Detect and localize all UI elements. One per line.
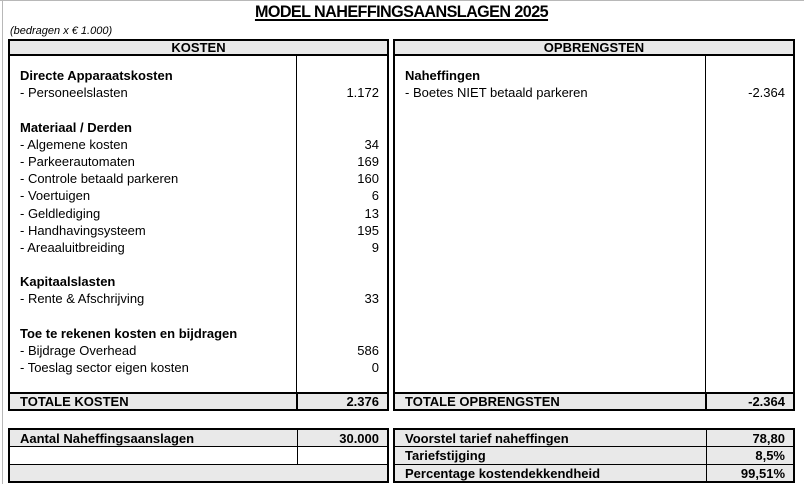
cost-value bbox=[296, 325, 387, 342]
cost-item-label: - Personeelslasten bbox=[20, 85, 128, 101]
cost-value: 586 bbox=[357, 343, 379, 358]
cost-value bbox=[296, 273, 387, 290]
revenue-section-label: Naheffingen bbox=[405, 68, 481, 83]
amounts-unit-note: (bedragen x € 1.000) bbox=[10, 25, 113, 37]
table-row bbox=[10, 290, 387, 307]
cost-item-label: - Parkeerautomaten bbox=[20, 153, 135, 169]
voorstel-tarief-row bbox=[393, 428, 795, 447]
cost-value: 9 bbox=[371, 239, 379, 255]
table-row bbox=[10, 256, 387, 273]
totale-kosten-value: 2.376 bbox=[297, 394, 387, 409]
cost-item-label: - Controle betaald parkeren bbox=[20, 171, 179, 187]
totale-kosten-label: TOTALE KOSTEN bbox=[20, 394, 129, 409]
kostendekkendheid-row bbox=[393, 465, 795, 483]
opbrengsten-panel bbox=[393, 56, 795, 392]
cost-section-label: Directe Apparaatskosten bbox=[20, 68, 173, 83]
aantal-naheffingsaanslagen-row bbox=[8, 428, 389, 447]
cost-item-label: - Rente & Afschrijving bbox=[20, 291, 145, 307]
table-row bbox=[10, 67, 387, 84]
tariefstijging-label: Tariefstijging bbox=[405, 448, 486, 463]
table-row bbox=[395, 67, 793, 84]
cost-value bbox=[296, 101, 387, 118]
cost-value bbox=[296, 119, 387, 136]
table-row bbox=[10, 273, 387, 290]
cost-item-label bbox=[10, 256, 296, 273]
voorstel-tarief-label: Voorstel tarief naheffingen bbox=[405, 430, 569, 446]
table-row bbox=[10, 187, 387, 204]
cost-section-label: Materiaal / Derden bbox=[20, 119, 132, 135]
table-row bbox=[10, 222, 387, 239]
cost-value: 195 bbox=[357, 222, 379, 238]
cost-item-label: - Algemene kosten bbox=[20, 136, 128, 152]
opbrengsten-value-column-divider bbox=[705, 56, 706, 411]
revenue-value: -2.364 bbox=[748, 85, 785, 101]
cost-item-label: - Voertuigen bbox=[20, 188, 91, 204]
tariefstijging-row bbox=[393, 447, 795, 465]
window-edge-top bbox=[0, 0, 804, 1]
kosten-value-column-divider bbox=[296, 56, 297, 411]
table-row bbox=[10, 84, 387, 101]
cost-item-label bbox=[10, 101, 296, 118]
cost-value: 6 bbox=[371, 188, 379, 204]
totale-opbrengsten-label: TOTALE OPBRENGSTEN bbox=[405, 394, 560, 409]
table-row bbox=[395, 84, 793, 101]
tariefstijging-value: 8,5% bbox=[706, 447, 793, 464]
empty-value bbox=[297, 447, 387, 464]
cost-item-label: - Areaaluitbreiding bbox=[20, 239, 125, 255]
cost-value: 169 bbox=[357, 153, 379, 169]
revenue-value bbox=[705, 67, 793, 84]
table-row bbox=[10, 359, 387, 376]
empty-summary-band bbox=[8, 465, 389, 483]
cost-item-label: - Geldlediging bbox=[20, 205, 101, 221]
table-row bbox=[10, 308, 387, 325]
kostendekkendheid-value: 99,51% bbox=[706, 465, 793, 481]
kostendekkendheid-label: Percentage kostendekkendheid bbox=[405, 465, 601, 481]
kosten-column-header: KOSTEN bbox=[8, 39, 389, 56]
aantal-value: 30.000 bbox=[297, 430, 387, 446]
cost-value: 34 bbox=[364, 136, 379, 152]
cost-value bbox=[296, 308, 387, 325]
totale-opbrengsten-row bbox=[393, 392, 795, 411]
table-row bbox=[10, 239, 387, 256]
cost-item-label: - Toeslag sector eigen kosten bbox=[20, 360, 189, 376]
cost-value bbox=[296, 256, 387, 273]
table-row bbox=[10, 101, 387, 118]
table-row bbox=[10, 153, 387, 170]
totale-kosten-row bbox=[8, 392, 389, 411]
cost-item-label: - Bijdrage Overhead bbox=[20, 343, 137, 358]
cost-section-label: Toe te rekenen kosten en bijdragen bbox=[20, 325, 238, 341]
table-row bbox=[10, 325, 387, 342]
table-row bbox=[10, 136, 387, 153]
revenue-item-label: - Boetes NIET betaald parkeren bbox=[405, 85, 588, 101]
cost-value: 33 bbox=[364, 291, 379, 307]
empty-summary-row bbox=[8, 447, 389, 465]
table-row bbox=[10, 205, 387, 222]
totale-opbrengsten-value: -2.364 bbox=[706, 394, 793, 409]
aantal-label: Aantal Naheffingsaanslagen bbox=[20, 430, 195, 446]
table-row bbox=[10, 170, 387, 187]
cost-value: 13 bbox=[364, 205, 379, 221]
voorstel-tarief-value: 78,80 bbox=[706, 430, 793, 446]
cost-item-label bbox=[10, 308, 296, 325]
cost-value: 160 bbox=[357, 171, 379, 187]
empty-label bbox=[10, 447, 297, 464]
table-row bbox=[10, 342, 387, 359]
cost-item-label: - Handhavingsysteem bbox=[20, 222, 146, 238]
table-row bbox=[10, 119, 387, 136]
cost-value: 0 bbox=[371, 360, 379, 376]
kosten-panel bbox=[8, 56, 389, 392]
empty-label bbox=[10, 465, 387, 481]
cost-section-label: Kapitaalslasten bbox=[20, 274, 116, 290]
page-title: MODEL NAHEFFINGSAANSLAGEN 2025 bbox=[254, 2, 549, 21]
window-edge-left bbox=[2, 0, 3, 484]
opbrengsten-column-header: OPBRENGSTEN bbox=[393, 39, 795, 56]
cost-value: 1.172 bbox=[346, 85, 379, 101]
cost-value bbox=[296, 67, 387, 84]
